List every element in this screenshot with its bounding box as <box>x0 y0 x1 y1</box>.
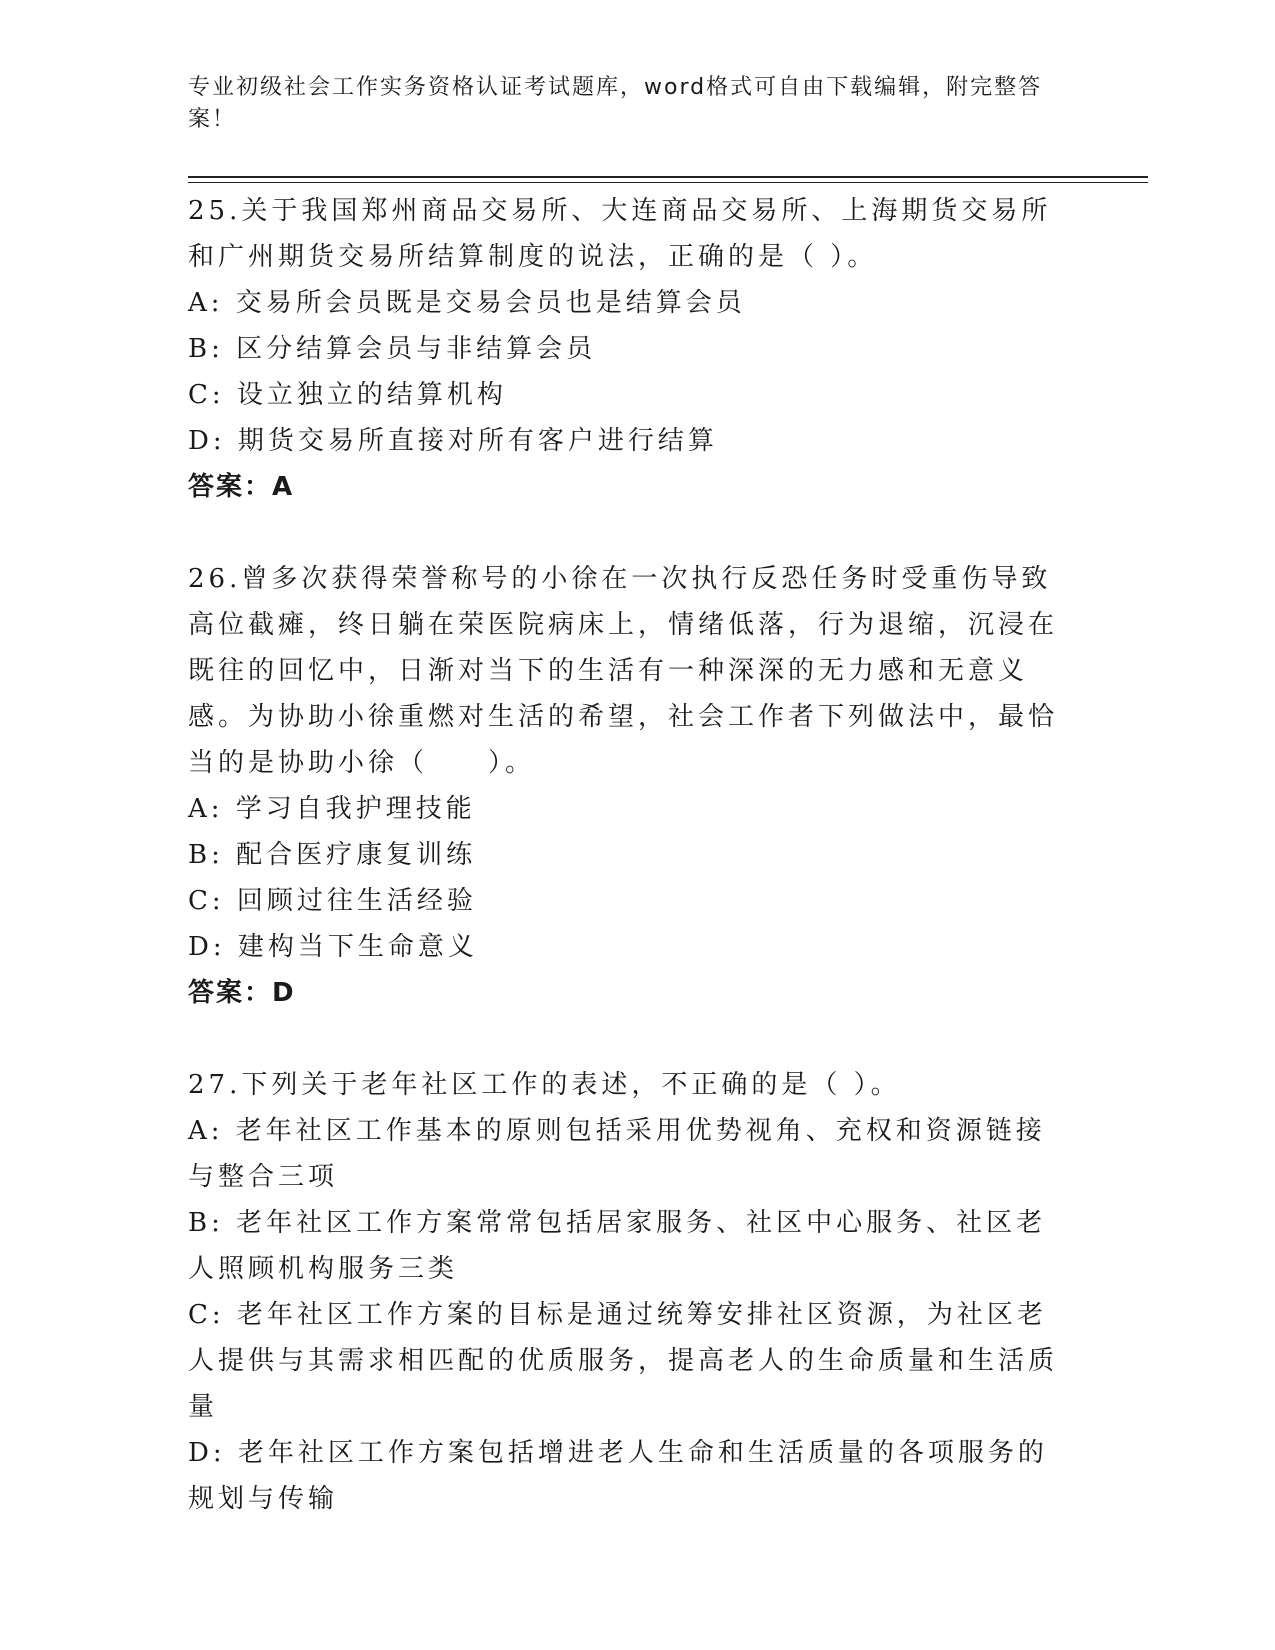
question-list <box>188 188 1068 1522</box>
question-stem: 26.曾多次获得荣誉称号的小徐在一次执行反恐任务时受重伤导致高位截瘫，终日躺在荣医院病床上，情绪低落，行为退缩，沉浸在既往的回忆中，日渐对当下的生活有一种深深的无力感和无意义感。为协助小徐重燃对生活的希望，社会工作者下列做法中，最恰当的是协助小徐（ ）。 <box>188 564 1059 778</box>
option-d: D: 老年社区工作方案包括增进老人生命和生活质量的各项服务的规划与传输 <box>188 1438 1048 1514</box>
option-c: C: 老年社区工作方案的目标是通过统筹安排社区资源，为社区老人提供与其需求相匹配的优质服务，提高老人的生命质量和生活质量 <box>188 1300 1059 1422</box>
question-stem: 25.关于我国郑州商品交易所、大连商品交易所、上海期货交易所和广州期货交易所结算制度的说法，正确的是（ ）。 <box>188 196 1052 272</box>
header-divider-thick <box>188 176 1148 178</box>
header-divider-thin <box>188 182 1148 183</box>
option-c: C: 设立独立的结算机构 <box>188 380 507 410</box>
question-spacer <box>188 1016 1068 1062</box>
option-a: A: 学习自我护理技能 <box>188 794 476 824</box>
answer-line: 答案：D <box>188 978 296 1008</box>
question-26 <box>188 556 1068 1016</box>
option-a: A: 交易所会员既是交易会员也是结算会员 <box>188 288 746 318</box>
document-header: 专业初级社会工作实务资格认证考试题库，word格式可自由下载编辑，附完整答案！ <box>188 75 1043 132</box>
option-b: B: 配合医疗康复训练 <box>188 840 477 870</box>
option-d: D: 期货交易所直接对所有客户进行结算 <box>188 426 718 456</box>
question-27 <box>188 1062 1068 1522</box>
option-a: A: 老年社区工作基本的原则包括采用优势视角、充权和资源链接与整合三项 <box>188 1116 1046 1192</box>
option-d: D: 建构当下生命意义 <box>188 932 478 962</box>
option-b: B: 老年社区工作方案常常包括居家服务、社区中心服务、社区老人照顾机构服务三类 <box>188 1208 1047 1284</box>
question-25 <box>188 188 1068 510</box>
option-c: C: 回顾过往生活经验 <box>188 886 477 916</box>
answer-line: 答案：A <box>188 472 295 502</box>
question-spacer <box>188 510 1068 556</box>
question-stem: 27.下列关于老年社区工作的表述，不正确的是（ ）。 <box>188 1070 901 1100</box>
option-b: B: 区分结算会员与非结算会员 <box>188 334 597 364</box>
